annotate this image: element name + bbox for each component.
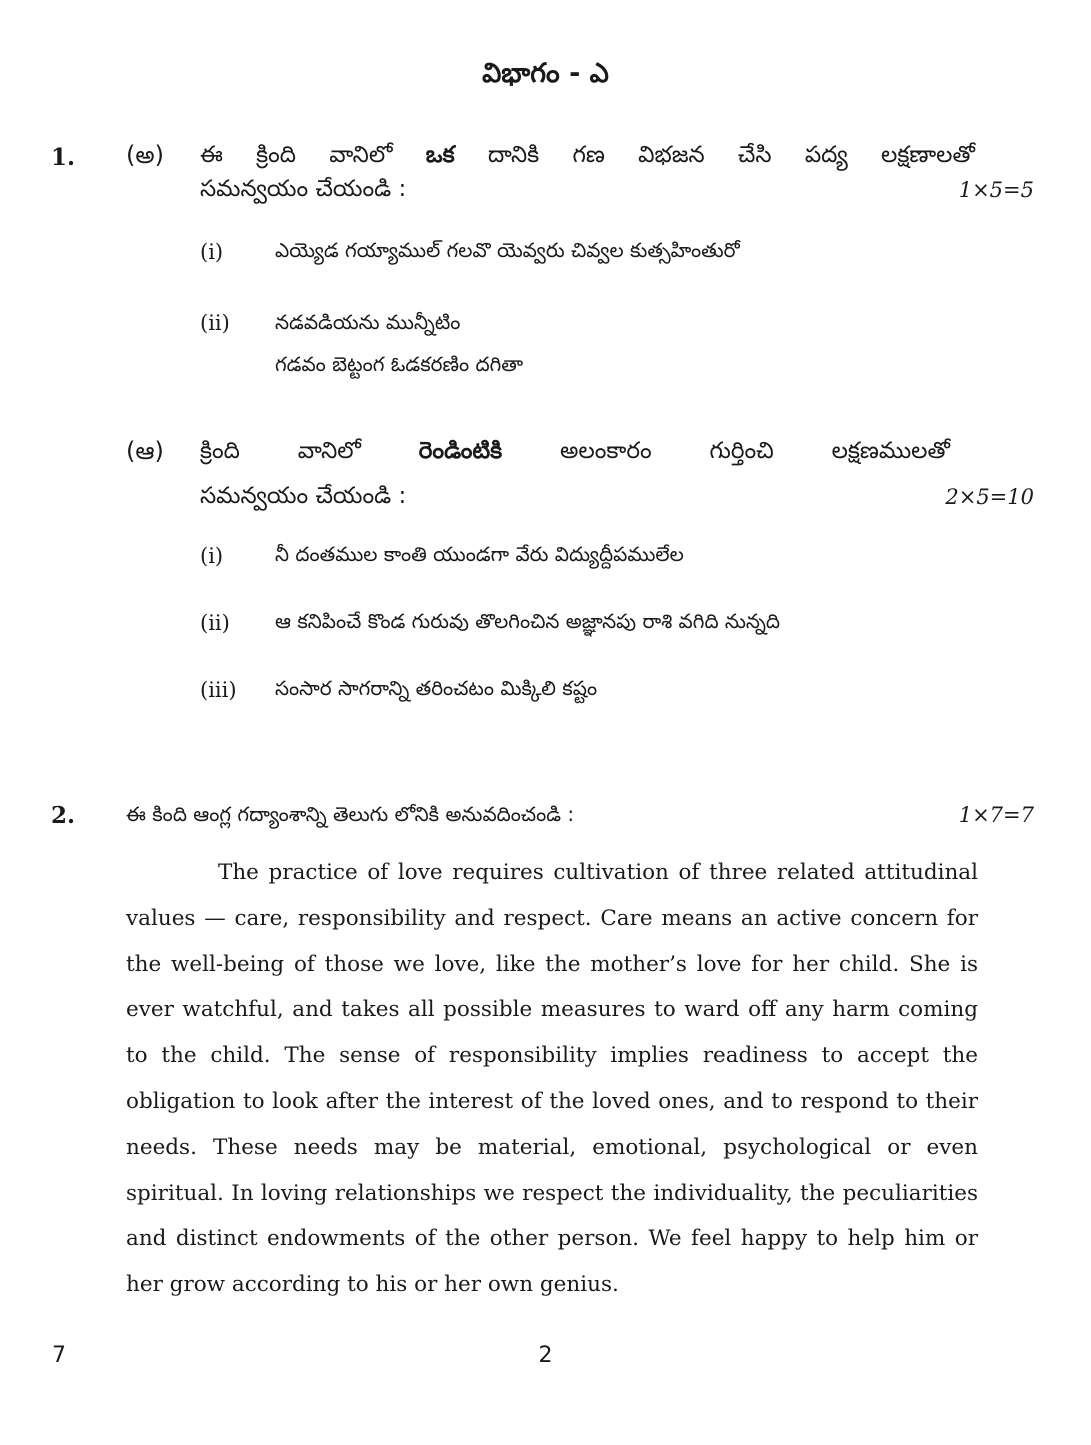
word: క్రింది (200, 438, 240, 464)
part-a-instruction-line1 (200, 142, 975, 174)
part-b-item-1-number: (i) (200, 544, 224, 568)
word: విభజన (638, 142, 705, 168)
part-a-item-2-number: (ii) (200, 311, 230, 335)
part-a-item-2-line1: నడవడియను మున్నీటిం (275, 310, 461, 334)
word: దానికి (487, 142, 540, 168)
part-b-item-2-text: ఆ కనిపించే కొండ గురువు తొలగించిన అజ్ఞానపు రాశి వగిది నున్నది (275, 609, 780, 633)
part-b-item-1-text: నీ దంతముల కాంతి యుండగా వేరు విద్యుద్దీపములేల (275, 542, 684, 566)
part-b-marks: 2×5=10 (945, 485, 1034, 509)
part-a-item-2-line2: గడవం బెట్టంగ ఓడకరణిం దగితా (275, 352, 524, 376)
question-2-number: 2. (51, 802, 76, 829)
part-b-label: (ఆ) (126, 437, 164, 465)
question-2-instruction: ఈ కింది ఆంగ్ల గద్యాంశాన్ని తెలుగు లోనికి అనువదించండి : (126, 802, 575, 826)
word: చేసి (737, 142, 772, 168)
word: గణ (572, 142, 605, 168)
word: వానిలో (329, 142, 393, 168)
part-b-instruction-line1 (200, 438, 950, 470)
word-bold: రెండింటికి (418, 438, 503, 464)
page-number: 2 (538, 1343, 553, 1368)
word: గుర్తించి (709, 438, 774, 464)
part-a-instruction-line2: సమన్వయం చేయండి : (200, 176, 407, 202)
part-a-label: (అ) (126, 141, 164, 169)
question-1-number: 1. (51, 144, 76, 171)
part-a-marks: 1×5=5 (958, 178, 1034, 202)
part-a-item-1-text: ఎయ్యెడ గయ్యాముల్ గలవొ యెవ్వరు చివ్వల కుత్సహింతురో (275, 238, 740, 262)
part-a-item-1-number: (i) (200, 240, 224, 264)
word: క్రింది (256, 142, 297, 168)
part-b-item-3-number: (iii) (200, 678, 237, 702)
part-b-instruction-line2: సమన్వయం చేయండి : (200, 483, 407, 509)
part-b-item-2-number: (ii) (200, 611, 230, 635)
word: లక్షణాలతో (881, 142, 975, 168)
word: అలంకారం (560, 438, 652, 464)
part-b-item-3-text: సంసార సాగరాన్ని తరించటం మిక్కిలి కష్టం (275, 676, 598, 700)
word: లక్షణములతో (831, 438, 950, 464)
section-heading: విభాగం - ఎ (482, 58, 609, 89)
word-bold: ఒక (425, 142, 455, 168)
word: వానిలో (297, 438, 361, 464)
translation-passage: The practice of love requires cultivation of three related attitudinal values — care, responsibility and respect. Care means an active concern for the well-being of those we love, like the mother’s love for her child. She is ever watchful, and takes all possible measures to ward off any harm coming to the child. The sense of responsibility implies readiness to accept the obligation to look after the interest of the loved ones, and to respond to their needs. These needs may be material, emotional, psychological or even spiritual. In loving relationships we respect the individuality, the peculiarities and distinct endowments of the other person. We feel happy to help him or her grow according to his or her own genius. (126, 860, 978, 1298)
word: పద్య (804, 142, 848, 168)
word: ఈ (200, 142, 223, 168)
footer-code: 7 (52, 1343, 66, 1368)
question-2-marks: 1×7=7 (958, 803, 1034, 827)
